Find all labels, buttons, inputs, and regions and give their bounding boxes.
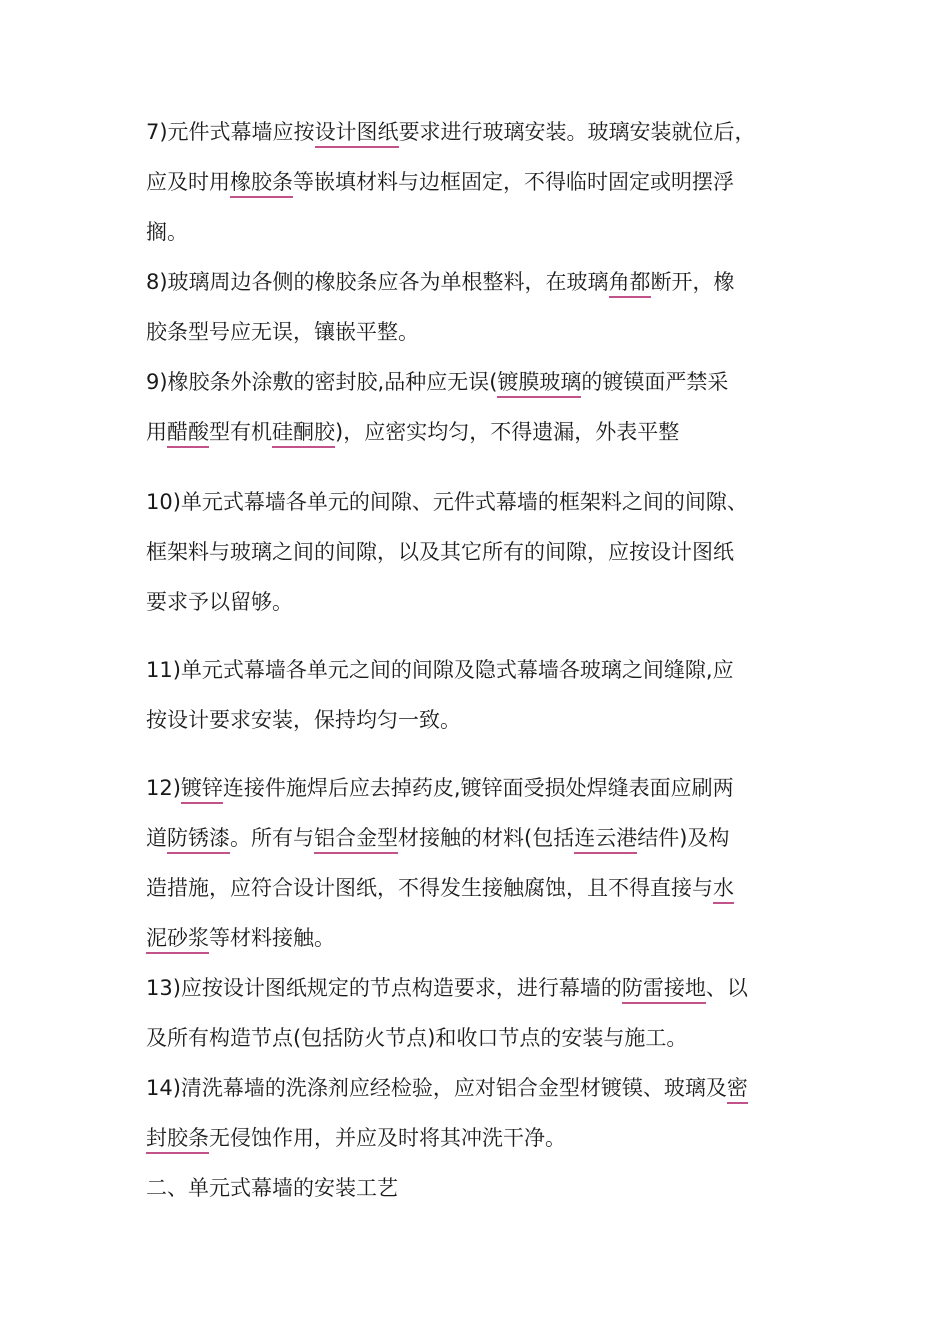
text-segment: 等嵌填材料与边框固定，不得临时固定或明摆浮 — [293, 170, 734, 194]
underlined-term: 镀锌 — [181, 776, 223, 804]
text-segment: 搁。 — [146, 220, 188, 244]
text-line — [146, 924, 818, 952]
underlined-term: 硅酮胶 — [272, 420, 335, 448]
text-segment: 连接件施焊后应去掉药皮,镀锌面受损处焊缝表面应刷两 — [222, 776, 734, 800]
text-segment: 等材料接触。 — [209, 926, 335, 950]
text-segment: 道 — [146, 826, 167, 850]
underlined-term: 密 — [727, 1076, 748, 1104]
text-line — [146, 588, 818, 616]
text-segment: 10)单元式幕墙各单元的间隙、元件式幕墙的框架料之间的间隙、 — [146, 490, 748, 514]
text-segment: 胶条型号应无误，镶嵌平整。 — [146, 320, 419, 344]
text-line — [146, 974, 818, 1002]
underlined-term: 设计图纸 — [315, 120, 399, 148]
text-line — [146, 774, 818, 802]
text-line — [146, 1124, 818, 1152]
text-segment: 8)玻璃周边各侧的橡胶条应各为单根整料，在玻璃 — [146, 270, 609, 294]
text-line — [146, 118, 818, 146]
underlined-term: 橡胶条 — [230, 170, 293, 198]
text-segment: 结件)及构 — [637, 826, 730, 850]
text-segment: 14)清洗幕墙的洗涤剂应经检验，应对铝合金型材镀镆、玻璃及 — [146, 1076, 727, 1100]
text-line — [146, 218, 818, 246]
text-segment: 、以 — [705, 976, 748, 1000]
text-segment: 要求进行玻璃安装。玻璃安装就位后， — [398, 120, 756, 144]
text-segment: 无侵蚀作用，并应及时将其冲洗干净。 — [209, 1126, 566, 1150]
underlined-term: 防锈漆 — [167, 826, 230, 854]
text-segment: 及所有构造节点(包括防火节点)和收口节点的安装与施工。 — [146, 1026, 688, 1050]
text-line — [146, 1074, 818, 1102]
text-segment: 材接触的材料(包括 — [398, 826, 575, 850]
text-line — [146, 538, 818, 566]
underlined-term: 角都 — [609, 270, 651, 298]
text-line — [146, 874, 818, 902]
text-segment: 13)应按设计图纸规定的节点构造要求，进行幕墙的 — [146, 976, 622, 1000]
text-segment: 框架料与玻璃之间的间隙，以及其它所有的间隙，应按设计图纸 — [146, 540, 734, 564]
text-segment: 12) — [146, 776, 181, 800]
text-segment: 断开，橡 — [650, 270, 735, 294]
text-segment: 7)元件式幕墙应按 — [146, 120, 315, 144]
text-segment: 11)单元式幕墙各单元之间的间隙及隐式幕墙各玻璃之间缝隙,应 — [146, 658, 734, 682]
section-heading — [146, 1174, 818, 1202]
text-segment: 造措施，应符合设计图纸，不得发生接触腐蚀，且不得直接与 — [146, 876, 713, 900]
text-line — [146, 418, 818, 446]
text-segment: 按设计要求安装，保持均匀一致。 — [146, 708, 461, 732]
text-line — [146, 268, 818, 296]
underlined-term: 泥砂浆 — [146, 926, 209, 954]
text-segment: 要求予以留够。 — [146, 590, 293, 614]
underlined-term: 镀膜玻璃 — [497, 370, 581, 398]
underlined-term: 铝合金型 — [314, 826, 398, 854]
underlined-term: 醋酸 — [167, 420, 209, 448]
underlined-term: 水 — [713, 876, 734, 904]
text-line — [146, 824, 818, 852]
text-line — [146, 656, 818, 684]
text-segment: 9)橡胶条外涂敷的密封胶,品种应无误( — [146, 370, 498, 394]
text-line — [146, 168, 818, 196]
underlined-term: 封胶条 — [146, 1126, 209, 1154]
text-line — [146, 706, 818, 734]
text-line — [146, 318, 818, 346]
text-line — [146, 368, 818, 396]
text-segment: 型有机 — [209, 420, 272, 444]
text-line — [146, 488, 818, 516]
text-segment: 用 — [146, 420, 167, 444]
underlined-term: 连云港 — [574, 826, 637, 854]
text-segment: )，应密实均匀，不得遗漏，外表平整 — [335, 420, 680, 444]
text-segment: 的镀镆面严禁采 — [581, 370, 729, 394]
text-segment: 。所有与 — [230, 826, 314, 850]
text-segment: 应及时用 — [146, 170, 230, 194]
underlined-term: 防雷接地 — [622, 976, 706, 1004]
text-line — [146, 1024, 818, 1052]
text-segment: 二、单元式幕墙的安装工艺 — [146, 1176, 398, 1200]
